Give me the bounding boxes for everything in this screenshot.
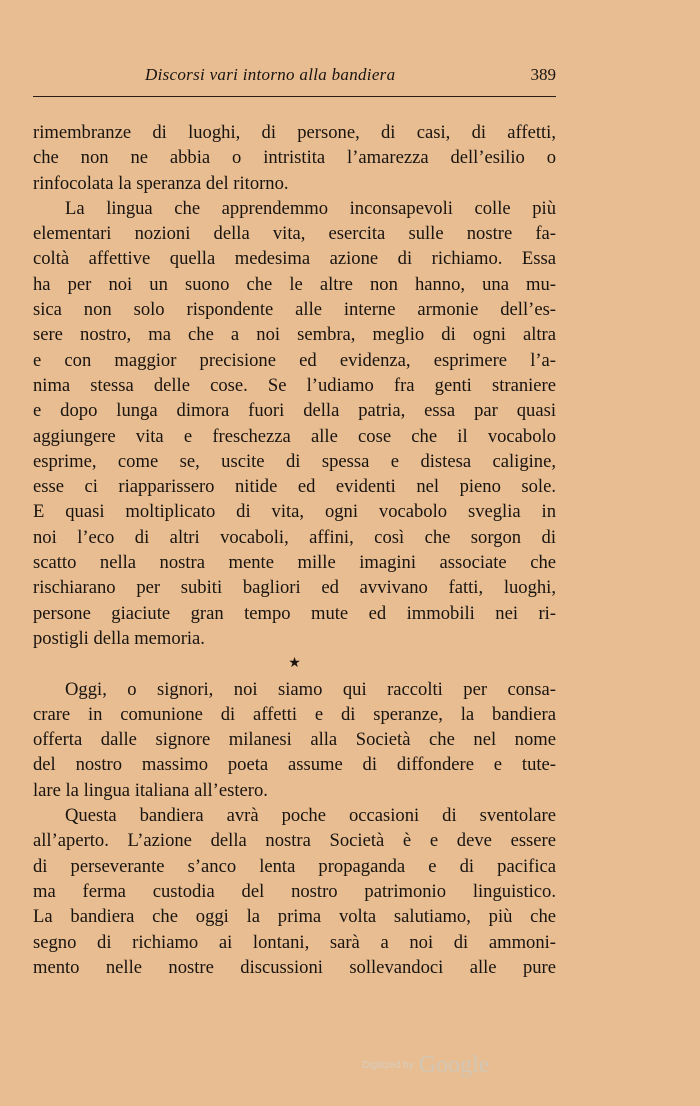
text-line: e dopo lunga dimora fuori della patria, essa par quasi	[33, 400, 556, 422]
digitized-by-label: Digitized by	[362, 1060, 414, 1071]
text-line: persone giaciute gran tempo mute ed immobili nei ri-	[33, 602, 556, 624]
text-line: sere nostro, ma che a noi sembra, meglio di ogni altra	[33, 324, 556, 346]
text-line: all’aperto. L’azione della nostra Società è e deve essere	[33, 830, 556, 852]
text-line: ha per noi un suono che le altre non hanno, una mu-	[33, 273, 556, 295]
text-line: rischiarano per subiti bagliori ed avvivano fatti, luoghi,	[33, 577, 556, 599]
section-separator-star: ★	[288, 655, 301, 672]
running-header	[33, 62, 556, 97]
google-logo: Google	[418, 1052, 490, 1078]
text-line: crare in comunione di affetti e di speranze, la bandiera	[33, 703, 556, 725]
text-line: La bandiera che oggi la prima volta salutiamo, più che	[33, 906, 556, 928]
text-line: del nostro massimo poeta assume di diffondere e tute-	[33, 754, 556, 776]
text-line: di perseverante s’anco lenta propaganda e di pacifica	[33, 855, 556, 877]
page-number: 389	[530, 65, 556, 84]
paragraph-3	[33, 677, 556, 803]
text-line: esse ci riapparissero nitide ed evidenti nel pieno sole.	[33, 476, 556, 498]
text-line: elementari nozioni della vita, esercita sulle nostre fa-	[33, 223, 556, 245]
text-line: ma ferma custodia del nostro patrimonio linguistico.	[33, 880, 556, 902]
text-line: offerta dalle signore milanesi alla Società che nel nome	[33, 729, 556, 751]
text-line: esprime, come se, uscite di spessa e distesa caligine,	[33, 450, 556, 472]
text-line: segno di richiamo ai lontani, sarà a noi di ammoni-	[33, 931, 556, 953]
paragraph-2	[33, 196, 556, 651]
text-line: lare la lingua italiana all’estero.	[33, 779, 268, 801]
text-line: nima stessa delle cose. Se l’udiamo fra genti straniere	[33, 374, 556, 396]
paragraph-4	[33, 803, 556, 980]
text-line: rinfocolata la speranza del ritorno.	[33, 172, 289, 194]
text-line: sica non solo rispondente alle interne armonie dell’es-	[33, 299, 556, 321]
text-line: scatto nella nostra mente mille imagini associate che	[33, 552, 556, 574]
text-line: postigli della memoria.	[33, 627, 205, 649]
text-line: Questa bandiera avrà poche occasioni di sventolare	[65, 805, 556, 827]
body-text	[33, 120, 556, 980]
text-line: mento nelle nostre discussioni sollevandoci alle pure	[33, 956, 556, 978]
running-title: Discorsi vari intorno alla bandiera	[145, 65, 396, 84]
text-line: che non ne abbia o intristita l’amarezza dell’esilio o	[33, 147, 556, 169]
google-watermark	[362, 1052, 489, 1079]
text-line: Oggi, o signori, noi siamo qui raccolti per consa-	[65, 678, 556, 700]
text-line: e con maggior precisione ed evidenza, esprimere l’a-	[33, 349, 556, 371]
text-line: aggiungere vita e freschezza alle cose che il vocabolo	[33, 425, 556, 447]
text-line: rimembranze di luoghi, di persone, di casi, di affetti,	[33, 122, 556, 143]
text-line: La lingua che apprendemmo inconsapevoli colle più	[65, 197, 556, 219]
paragraph-1	[33, 120, 556, 196]
text-line: coltà affettive quella medesima azione di richiamo. Essa	[33, 248, 556, 270]
text-line: noi l’eco di altri vocaboli, affini, così che sorgon di	[33, 526, 556, 548]
text-line: E quasi moltiplicato di vita, ogni vocabolo sveglia in	[33, 501, 556, 523]
